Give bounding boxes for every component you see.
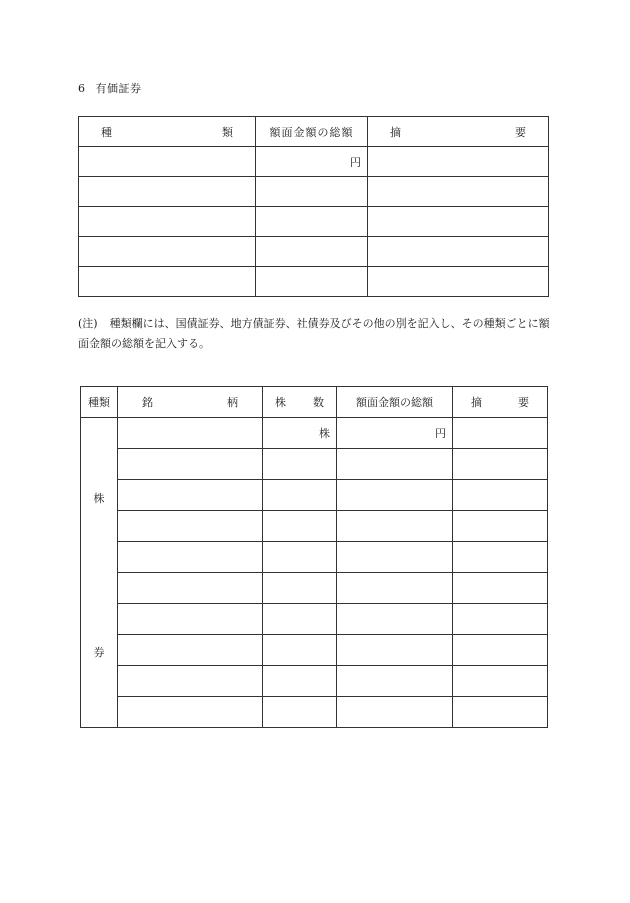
cell-brand[interactable] — [118, 480, 263, 511]
cell-amount[interactable] — [337, 635, 453, 666]
table-header-row — [81, 387, 548, 418]
cell-amount[interactable] — [337, 666, 453, 697]
cell-amount[interactable] — [256, 267, 368, 297]
yen-unit: 円 — [435, 427, 446, 440]
header-amount: 額面金額の総額 — [256, 117, 368, 147]
note-label: (注) — [78, 317, 98, 330]
cell-kind[interactable] — [79, 207, 256, 237]
cell-summary[interactable] — [453, 604, 548, 635]
cell-shares[interactable] — [263, 604, 337, 635]
cell-brand[interactable] — [118, 573, 263, 604]
cell-amount[interactable] — [337, 418, 453, 449]
cell-amount[interactable] — [337, 480, 453, 511]
table-row — [81, 697, 548, 728]
cell-amount[interactable] — [337, 697, 453, 728]
table-row — [81, 480, 548, 511]
cell-amount[interactable] — [337, 511, 453, 542]
cell-amount[interactable] — [337, 449, 453, 480]
cell-amount[interactable] — [256, 177, 368, 207]
table-row — [79, 207, 549, 237]
cell-amount[interactable] — [337, 573, 453, 604]
cell-kind[interactable] — [79, 237, 256, 267]
kind-label-top: 株 — [93, 492, 105, 505]
cell-shares[interactable] — [263, 573, 337, 604]
cell-summary[interactable] — [453, 480, 548, 511]
cell-summary[interactable] — [368, 147, 549, 177]
cell-kind[interactable] — [79, 267, 256, 297]
cell-shares[interactable] — [263, 697, 337, 728]
cell-amount[interactable] — [337, 542, 453, 573]
cell-summary[interactable] — [453, 697, 548, 728]
table-row — [79, 147, 549, 177]
cell-summary[interactable] — [453, 573, 548, 604]
cell-shares[interactable] — [263, 542, 337, 573]
table-header-row — [79, 117, 549, 147]
table-row — [81, 542, 548, 573]
header-amount: 額面金額の総額 — [337, 387, 453, 418]
table-row — [81, 635, 548, 666]
cell-summary[interactable] — [453, 449, 548, 480]
cell-kind-merged — [81, 418, 118, 728]
cell-shares[interactable] — [263, 418, 337, 449]
cell-brand[interactable] — [118, 697, 263, 728]
cell-kind[interactable] — [79, 177, 256, 207]
cell-amount[interactable] — [256, 237, 368, 267]
table-row — [79, 267, 549, 297]
cell-brand[interactable] — [118, 542, 263, 573]
table-row — [81, 666, 548, 697]
cell-summary[interactable] — [453, 542, 548, 573]
table-row — [81, 604, 548, 635]
cell-summary[interactable] — [368, 207, 549, 237]
cell-shares[interactable] — [263, 666, 337, 697]
cell-brand[interactable] — [118, 666, 263, 697]
cell-summary[interactable] — [453, 418, 548, 449]
cell-amount[interactable] — [337, 604, 453, 635]
cell-summary[interactable] — [453, 666, 548, 697]
note — [78, 314, 550, 354]
cell-brand[interactable] — [118, 635, 263, 666]
cell-amount[interactable] — [256, 147, 368, 177]
header-shares: 株 数 — [263, 387, 337, 418]
header-summary: 摘 要 — [368, 117, 549, 147]
cell-shares[interactable] — [263, 635, 337, 666]
table-row — [79, 237, 549, 267]
securities-table — [78, 116, 549, 297]
cell-shares[interactable] — [263, 480, 337, 511]
table-row — [79, 177, 549, 207]
stock-certificates-table — [80, 386, 548, 728]
cell-summary[interactable] — [368, 237, 549, 267]
cell-brand[interactable] — [118, 418, 263, 449]
table-row — [81, 511, 548, 542]
section-title — [78, 80, 142, 96]
cell-brand[interactable] — [118, 604, 263, 635]
header-kind: 種類 — [81, 387, 118, 418]
header-kind: 種 類 — [79, 117, 256, 147]
cell-amount[interactable] — [256, 207, 368, 237]
section-number: 6 — [78, 82, 86, 95]
table-row — [81, 449, 548, 480]
cell-shares[interactable] — [263, 511, 337, 542]
cell-summary[interactable] — [368, 177, 549, 207]
cell-shares[interactable] — [263, 449, 337, 480]
header-summary: 摘 要 — [453, 387, 548, 418]
table-row — [81, 418, 548, 449]
note-text: 種類欄には、国債証券、地方債証券、社債券及びその他の別を記入し、その種類ごとに額面金額の総額を記入する。 — [78, 317, 550, 350]
shares-unit: 株 — [319, 427, 330, 440]
cell-brand[interactable] — [118, 449, 263, 480]
cell-brand[interactable] — [118, 511, 263, 542]
cell-summary[interactable] — [368, 267, 549, 297]
cell-kind[interactable] — [79, 147, 256, 177]
cell-summary[interactable] — [453, 635, 548, 666]
header-brand: 銘 柄 — [118, 387, 263, 418]
cell-summary[interactable] — [453, 511, 548, 542]
table-row — [81, 573, 548, 604]
kind-label-bottom: 券 — [93, 646, 105, 659]
yen-unit: 円 — [350, 155, 361, 169]
section-heading: 有価証券 — [95, 82, 142, 95]
